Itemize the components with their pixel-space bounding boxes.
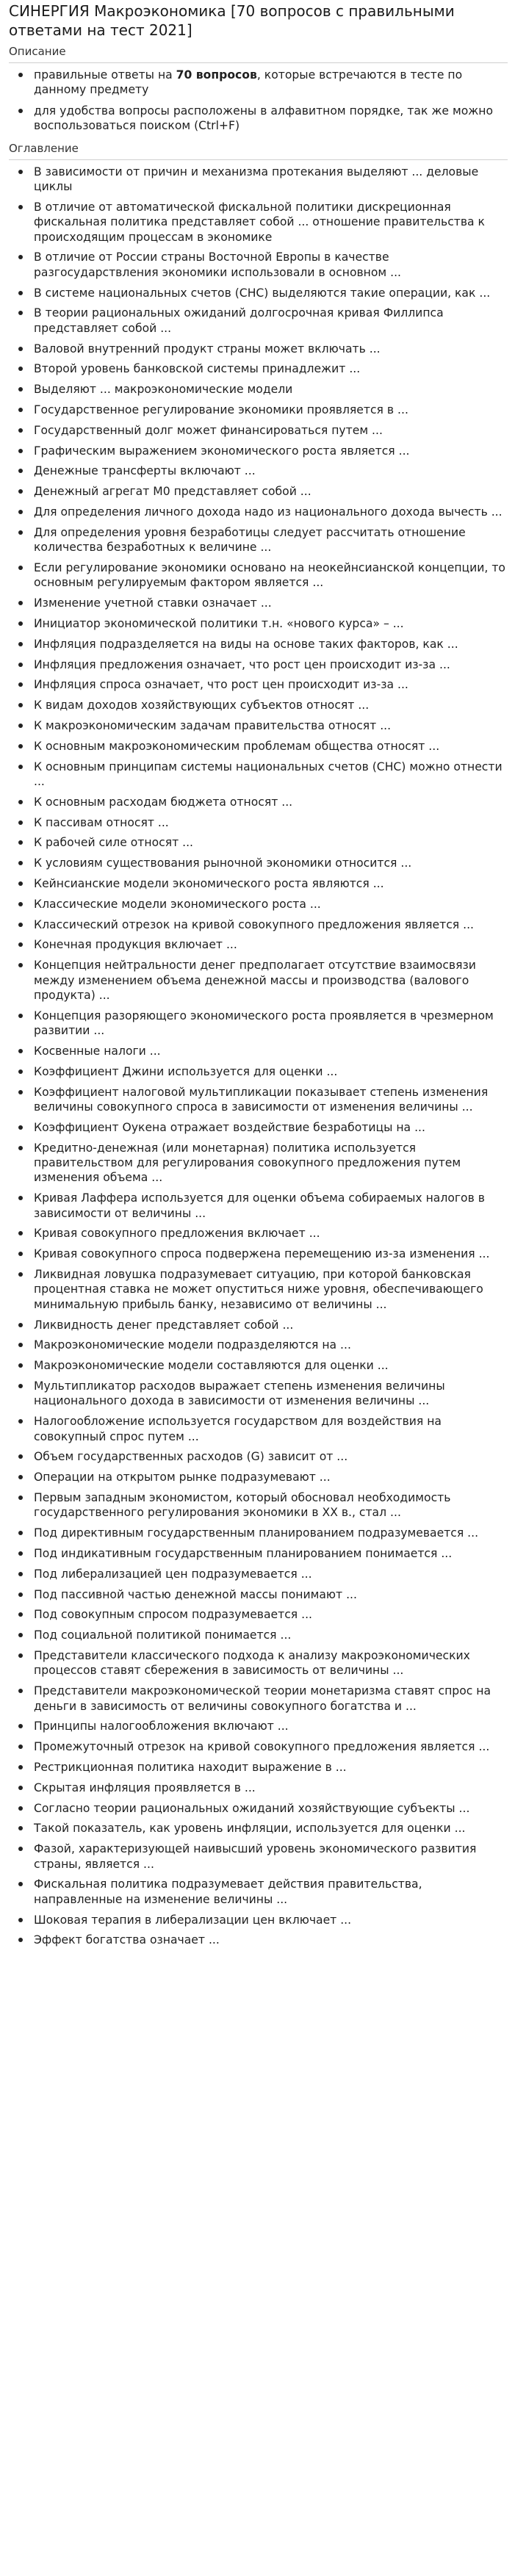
toc-item[interactable]: Эффект богатства означает ... xyxy=(34,1933,508,1947)
toc-item[interactable]: Государственное регулирование экономики проявляется в ... xyxy=(34,403,508,417)
toc-item[interactable]: Второй уровень банковской системы принадлежит ... xyxy=(34,361,508,376)
description-text: правильные ответы на xyxy=(34,68,176,82)
toc-item[interactable]: К основным принципам системы национальных счетов (СНС) можно отнести ... xyxy=(34,760,508,790)
toc-item[interactable]: Кредитно-денежная (или монетарная) политика используется правительством для регулирования совокупного предложения путем изменения объема ... xyxy=(34,1141,508,1186)
toc-item[interactable]: Кривая Лаффера используется для оценки объема собираемых налогов в зависимости от величины ... xyxy=(34,1191,508,1221)
toc-item[interactable]: Согласно теории рациональных ожиданий хозяйствующие субъекты ... xyxy=(34,1801,508,1816)
divider xyxy=(9,62,508,63)
toc-item[interactable]: Под совокупным спросом подразумевается ... xyxy=(34,1607,508,1622)
toc-item[interactable]: Макроэкономические модели составляются для оценки ... xyxy=(34,1358,508,1373)
toc-item[interactable]: Принципы налогообложения включают ... xyxy=(34,1719,508,1733)
toc-item[interactable]: Классические модели экономического роста ... xyxy=(34,897,508,912)
toc-item[interactable]: В отличие от России страны Восточной Европы в качестве разгосударствления экономики использовали в основном ... xyxy=(34,250,508,280)
description-item xyxy=(34,104,508,134)
toc-item[interactable]: К основным расходам бюджета относят ... xyxy=(34,795,508,809)
toc-item[interactable]: Рестрикционная политика находит выражение в ... xyxy=(34,1760,508,1775)
toc-item[interactable]: Представители макроэкономической теории монетаризма ставят спрос на деньги в зависимость от величины совокупного богатства и ... xyxy=(34,1684,508,1714)
toc-item[interactable]: Под директивным государственным планированием подразумевается ... xyxy=(34,1526,508,1540)
toc-item[interactable]: Государственный долг может финансироваться путем ... xyxy=(34,423,508,438)
toc-item[interactable]: Кривая совокупного предложения включает ... xyxy=(34,1226,508,1241)
toc-item[interactable]: Промежуточный отрезок на кривой совокупного предложения является ... xyxy=(34,1739,508,1754)
toc-heading: Оглавление xyxy=(9,141,79,155)
toc-item[interactable]: Для определения уровня безработицы следует рассчитать отношение количества безработных к величине ... xyxy=(34,525,508,555)
toc-item[interactable]: Ликвидность денег представляет собой ... xyxy=(34,1318,508,1332)
toc-item[interactable]: Первым западным экономистом, который обосновал необходимость государственного регулирования экономики в XX в., стал ... xyxy=(34,1490,508,1520)
toc-item[interactable]: Скрытая инфляция проявляется в ... xyxy=(34,1781,508,1795)
toc-item[interactable]: Инфляция подразделяется на виды на основе таких факторов, как ... xyxy=(34,637,508,652)
toc-item[interactable]: К пассивам относят ... xyxy=(34,815,508,830)
toc-item[interactable]: Шоковая терапия в либерализации цен включает ... xyxy=(34,1913,508,1927)
description-text: , которые встречаются в тесте по данному предмету xyxy=(34,68,463,97)
toc-item[interactable]: Кривая совокупного спроса подвержена перемещению из-за изменения ... xyxy=(34,1246,508,1261)
toc-item[interactable]: Концепция разоряющего экономического роста проявляется в чрезмерном развитии ... xyxy=(34,1009,508,1039)
toc-item[interactable]: Под социальной политикой понимается ... xyxy=(34,1628,508,1642)
toc-item[interactable]: Графическим выражением экономического роста является ... xyxy=(34,444,508,458)
toc-item[interactable]: В системе национальных счетов (СНС) выделяются такие операции, как ... xyxy=(34,286,508,300)
toc-item[interactable]: Под индикативным государственным планированием понимается ... xyxy=(34,1546,508,1561)
toc-item[interactable]: Под либерализацией цен подразумевается ... xyxy=(34,1567,508,1581)
toc-item[interactable]: К макроэкономическим задачам правительства относят ... xyxy=(34,718,508,733)
toc-item[interactable]: К условиям существования рыночной экономики относится ... xyxy=(34,856,508,870)
toc-item[interactable]: Инициатор экономической политики т.н. «нового курса» – ... xyxy=(34,616,508,631)
toc-item[interactable]: К видам доходов хозяйствующих субъектов относят ... xyxy=(34,698,508,712)
toc-item[interactable]: Под пассивной частью денежной массы понимают ... xyxy=(34,1587,508,1602)
toc-item[interactable]: Коэффициент Джини используется для оценки ... xyxy=(34,1064,508,1079)
toc-item[interactable]: Инфляция спроса означает, что рост цен происходит из-за ... xyxy=(34,677,508,692)
toc-item[interactable]: К основным макроэкономическим проблемам общества относят ... xyxy=(34,739,508,754)
toc-item[interactable]: Представители классического подхода к анализу макроэкономических процессов ставят сбережения в зависимость от величины ... xyxy=(34,1648,508,1678)
toc-item[interactable]: Валовой внутренний продукт страны может включать ... xyxy=(34,342,508,356)
toc-item[interactable]: Денежные трансферты включают ... xyxy=(34,463,508,478)
description-text: для удобства вопросы расположены в алфавитном порядке, так же можно воспользоваться поиском (Ctrl+F) xyxy=(34,104,494,133)
toc-item[interactable]: Налогообложение используется государством для воздействия на совокупный спрос путем ... xyxy=(34,1414,508,1444)
description-bold-text: 70 вопросов xyxy=(176,68,257,82)
toc-item[interactable]: Кейнсианские модели экономического роста являются ... xyxy=(34,876,508,891)
toc-item[interactable]: Изменение учетной ставки означает ... xyxy=(34,596,508,610)
toc-item[interactable]: Если регулирование экономики основано на неокейнсианской концепции, то основным регулируемым фактором является ... xyxy=(34,560,508,591)
toc-item[interactable]: Мультипликатор расходов выражает степень изменения величины национального дохода в зависимости от изменения величины ... xyxy=(34,1379,508,1409)
toc-item[interactable]: Такой показатель, как уровень инфляции, используется для оценки ... xyxy=(34,1821,508,1836)
toc-item[interactable]: Операции на открытом рынке подразумевают ... xyxy=(34,1470,508,1484)
toc-item[interactable]: Фазой, характеризующей наивысший уровень экономического развития страны, является ... xyxy=(34,1841,508,1872)
toc-item[interactable]: Объем государственных расходов (G) зависит от ... xyxy=(34,1449,508,1464)
toc-item[interactable]: Конечная продукция включает ... xyxy=(34,937,508,952)
toc-item[interactable]: В теории рациональных ожиданий долгосрочная кривая Филлипса представляет собой ... xyxy=(34,306,508,336)
description-list xyxy=(9,68,508,134)
page-title: СИНЕРГИЯ Макроэкономика [70 вопросов с правильными ответами на тест 2021] xyxy=(9,2,455,39)
toc-item[interactable]: Инфляция предложения означает, что рост цен происходит из-за ... xyxy=(34,657,508,672)
divider xyxy=(9,159,508,160)
toc-item[interactable]: Коэффициент Оукена отражает воздействие безработицы на ... xyxy=(34,1120,508,1135)
toc-item[interactable]: Концепция нейтральности денег предполагает отсутствие взаимосвязи между изменением объема денежной массы и производства (валового продукта) ... xyxy=(34,958,508,1003)
toc-item[interactable]: Денежный агрегат M0 представляет собой ... xyxy=(34,484,508,499)
toc-item[interactable]: Фискальная политика подразумевает действия правительства, направленные на изменение величины ... xyxy=(34,1877,508,1907)
description-item xyxy=(34,68,508,98)
toc-item[interactable]: Ликвидная ловушка подразумевает ситуацию, при которой банковская процентная ставка не может опуститься ниже уровня, обеспечивающего минимальную прибыль банку, независимо от величины ... xyxy=(34,1267,508,1312)
description-heading: Описание xyxy=(9,45,66,58)
toc-item[interactable]: В отличие от автоматической фискальной политики дискреционная фискальная политика представляет собой ... отношение правительства к происходящим процессам в экономике xyxy=(34,200,508,245)
toc-item[interactable]: К рабочей силе относят ... xyxy=(34,835,508,850)
toc-item[interactable]: Выделяют ... макроэкономические модели xyxy=(34,382,508,397)
toc-list xyxy=(9,165,508,1948)
toc-item[interactable]: Коэффициент налоговой мультипликации показывает степень изменения величины совокупного спроса в зависимости от изменения величины ... xyxy=(34,1085,508,1115)
toc-item[interactable]: Макроэкономические модели подразделяются на ... xyxy=(34,1338,508,1352)
toc-item[interactable]: Для определения личного дохода надо из национального дохода вычесть ... xyxy=(34,505,508,519)
toc-item[interactable]: Классический отрезок на кривой совокупного предложения является ... xyxy=(34,917,508,932)
toc-item[interactable]: В зависимости от причин и механизма протекания выделяют ... деловые циклы xyxy=(34,165,508,195)
toc-item[interactable]: Косвенные налоги ... xyxy=(34,1044,508,1058)
